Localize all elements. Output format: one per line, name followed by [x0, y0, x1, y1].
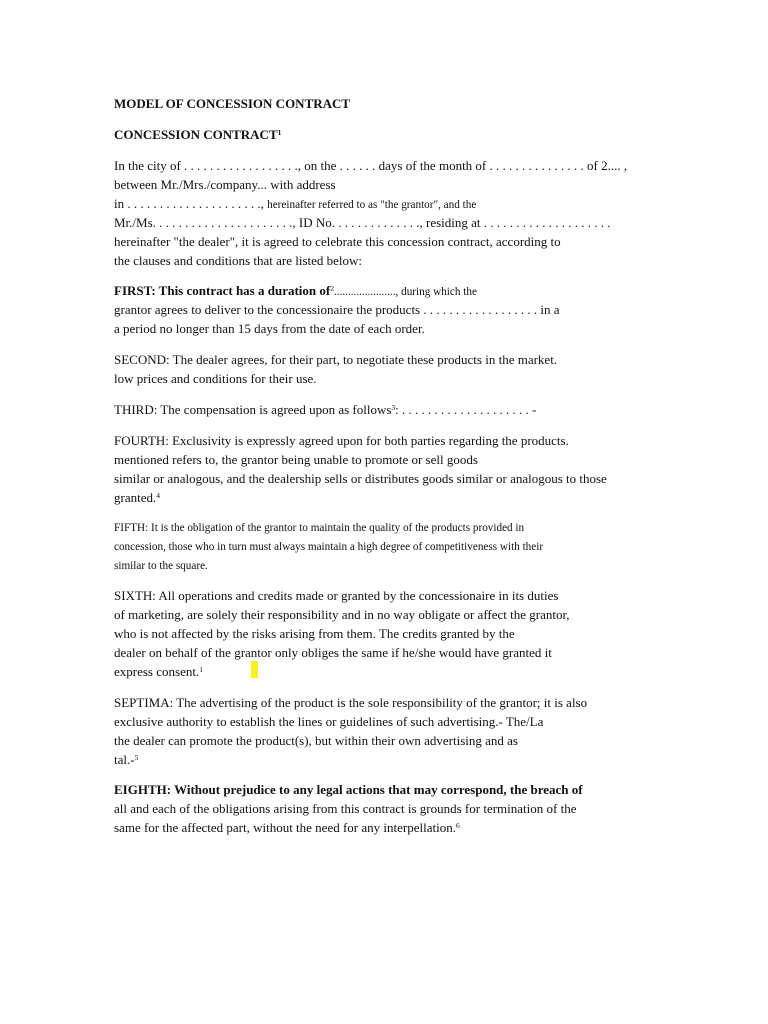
clause-sixth-line-1: SIXTH: All operations and credits made or granted by the concessionaire in its duties	[114, 588, 559, 603]
footnote-ref: 1	[277, 128, 282, 137]
clause-second-line-1: SECOND: The dealer agrees, for their part, to negotiate these products in the market.	[114, 352, 558, 367]
clause-eighth-line-1: EIGHTH: Without prejudice to any legal actions that may correspond, the breach of	[114, 782, 583, 797]
clause-first-line-2: grantor agrees to deliver to the concessionaire the products . . . . . . . . . . . . . . . . . . in a	[114, 302, 560, 317]
clause-fourth-line-1: FOURTH: Exclusivity is expressly agreed upon for both parties regarding the products.	[114, 433, 569, 448]
intro-line-3	[114, 196, 476, 213]
clause-fifth-line-2: concession, those who in turn must always maintain a high degree of competitiveness with their	[114, 541, 544, 553]
clause-sixth-line-2: of marketing, are solely their responsibility and in no way obligate or affect the grantor,	[114, 607, 570, 622]
clause-third-blank: : . . . . . . . . . . . . . . . . . . . . -	[395, 402, 537, 417]
clause-first-line-1	[114, 283, 477, 300]
intro-line-3-end: hereinafter referred to as "the grantor", and the	[267, 199, 477, 211]
footnote-ref: 2	[330, 284, 334, 293]
intro-line-1: In the city of . . . . . . . . . . . . . . . . . ., on the . . . . . . days of the month of . . . . . . . . . . . . . . . of 2.... ,	[114, 158, 628, 173]
clause-first-line-3: a period no longer than 15 days from the date of each order.	[114, 321, 425, 336]
clause-first-heading: FIRST: This contract has a duration of	[114, 283, 331, 298]
clause-fourth-line-3: similar or analogous, and the dealership sells or distributes goods similar or analogous to those	[114, 471, 607, 486]
footnote-ref: 5	[134, 753, 139, 762]
clause-eighth-end: same for the affected part, without the need for any interpellation.	[114, 820, 456, 835]
footnote-ref: 4	[156, 491, 160, 500]
document-title: MODEL OF CONCESSION CONTRACT	[114, 96, 351, 111]
clause-sixth-line-3: who is not affected by the risks arising from them. The credits granted by the	[114, 626, 515, 641]
clause-septima-line-3: the dealer can promote the product(s), but within their own advertising and as	[114, 733, 518, 748]
contract-heading	[114, 127, 281, 143]
clause-fourth-line-4	[114, 490, 160, 506]
clause-fifth-line-3: similar to the square.	[114, 560, 208, 572]
clause-third-text: THIRD: The compensation is agreed upon as follows	[114, 402, 392, 417]
clause-eighth-line-2: all and each of the obligations arising from this contract is grounds for termination of the	[114, 801, 577, 816]
intro-line-6: the clauses and conditions that are listed below:	[114, 253, 363, 268]
clause-fifth-line-1: FIFTH: It is the obligation of the grantor to maintain the quality of the products provided in	[114, 522, 525, 534]
clause-fourth-end: granted.	[114, 490, 157, 505]
footnote-ref: 3	[391, 403, 396, 412]
intro-line-5: hereinafter "the dealer", it is agreed to celebrate this concession contract, according to	[114, 234, 561, 249]
clause-sixth-end: express consent.	[114, 664, 200, 679]
clause-sixth-line-5	[114, 664, 203, 680]
text-highlight-mark	[251, 661, 258, 678]
clause-septima-line-2: exclusive authority to establish the lines or guidelines of such advertising.- The/La	[114, 714, 544, 729]
clause-sixth-line-4: dealer on behalf of the grantor only obliges the same if he/she would have granted it	[114, 645, 552, 660]
intro-line-4: Mr./Ms. . . . . . . . . . . . . . . . . . . . . ., ID No. . . . . . . . . . . . . ., residing at . . . . . . . . . . . . . . . . . . . .	[114, 215, 611, 230]
contract-heading-text: CONCESSION CONTRACT	[114, 127, 278, 142]
intro-line-2: between Mr./Mrs./company... with address	[114, 177, 336, 192]
footnote-ref: 1	[199, 665, 203, 674]
clause-septima-end: tal.-	[114, 752, 135, 767]
clause-first-blank: ......................, during which the	[333, 286, 477, 298]
clause-fourth-line-2: mentioned refers to, the grantor being unable to promote or sell goods	[114, 452, 478, 467]
clause-septima-line-4	[114, 752, 138, 768]
clause-eighth-line-3	[114, 820, 460, 836]
footnote-ref: 6	[455, 821, 460, 830]
intro-line-3-start: in . . . . . . . . . . . . . . . . . . . . .,	[114, 196, 268, 211]
clause-third-line-1	[114, 402, 536, 418]
clause-septima-line-1: SEPTIMA: The advertising of the product is the sole responsibility of the grantor; it is also	[114, 695, 588, 710]
clause-second-line-2: low prices and conditions for their use.	[114, 371, 317, 386]
